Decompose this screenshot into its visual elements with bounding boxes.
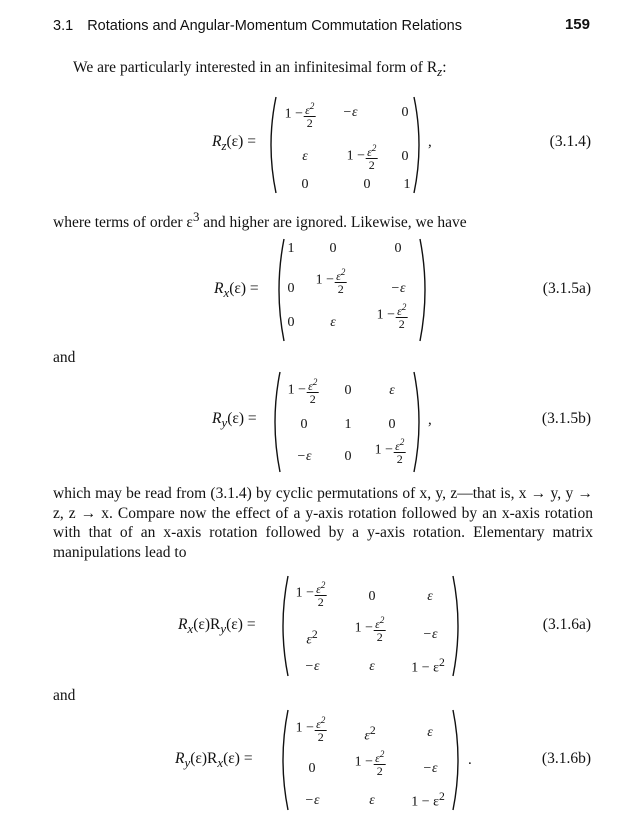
right-paren [451, 708, 465, 812]
right-paren [451, 574, 465, 678]
paragraph-cyclic: which may be read from (3.1.4) by cyclic permutations of x, y, z—that is, x → y, y → z, z → x. Compare now the effect of a y-axis rotation followed by an x-axis rotation with that of an x-axis rotation followed by a y-axis rotation. Elementary matrix manipulations lead to [53, 485, 593, 561]
left-paren [264, 95, 278, 195]
left-paren [276, 574, 290, 678]
right-paren [418, 237, 432, 343]
left-paren [272, 237, 286, 343]
section-number: 3.1 [53, 18, 74, 34]
right-paren [412, 370, 426, 474]
left-paren [276, 708, 290, 812]
word-and-1: and [53, 349, 76, 366]
paragraph-where-terms: where terms of order $\varepsilon^3$ and higher are ignored. Likewise, we have [53, 209, 467, 232]
intro-paragraph: We are particularly interested in an infinitesimal form of $R_z$: [73, 59, 447, 80]
word-and-2: and [53, 687, 76, 704]
left-paren [268, 370, 282, 474]
section-title: Rotations and Angular-Momentum Commutation Relations [87, 18, 462, 34]
page-number: 159 [564, 16, 590, 33]
right-paren [412, 95, 426, 195]
running-header-left [53, 18, 462, 34]
